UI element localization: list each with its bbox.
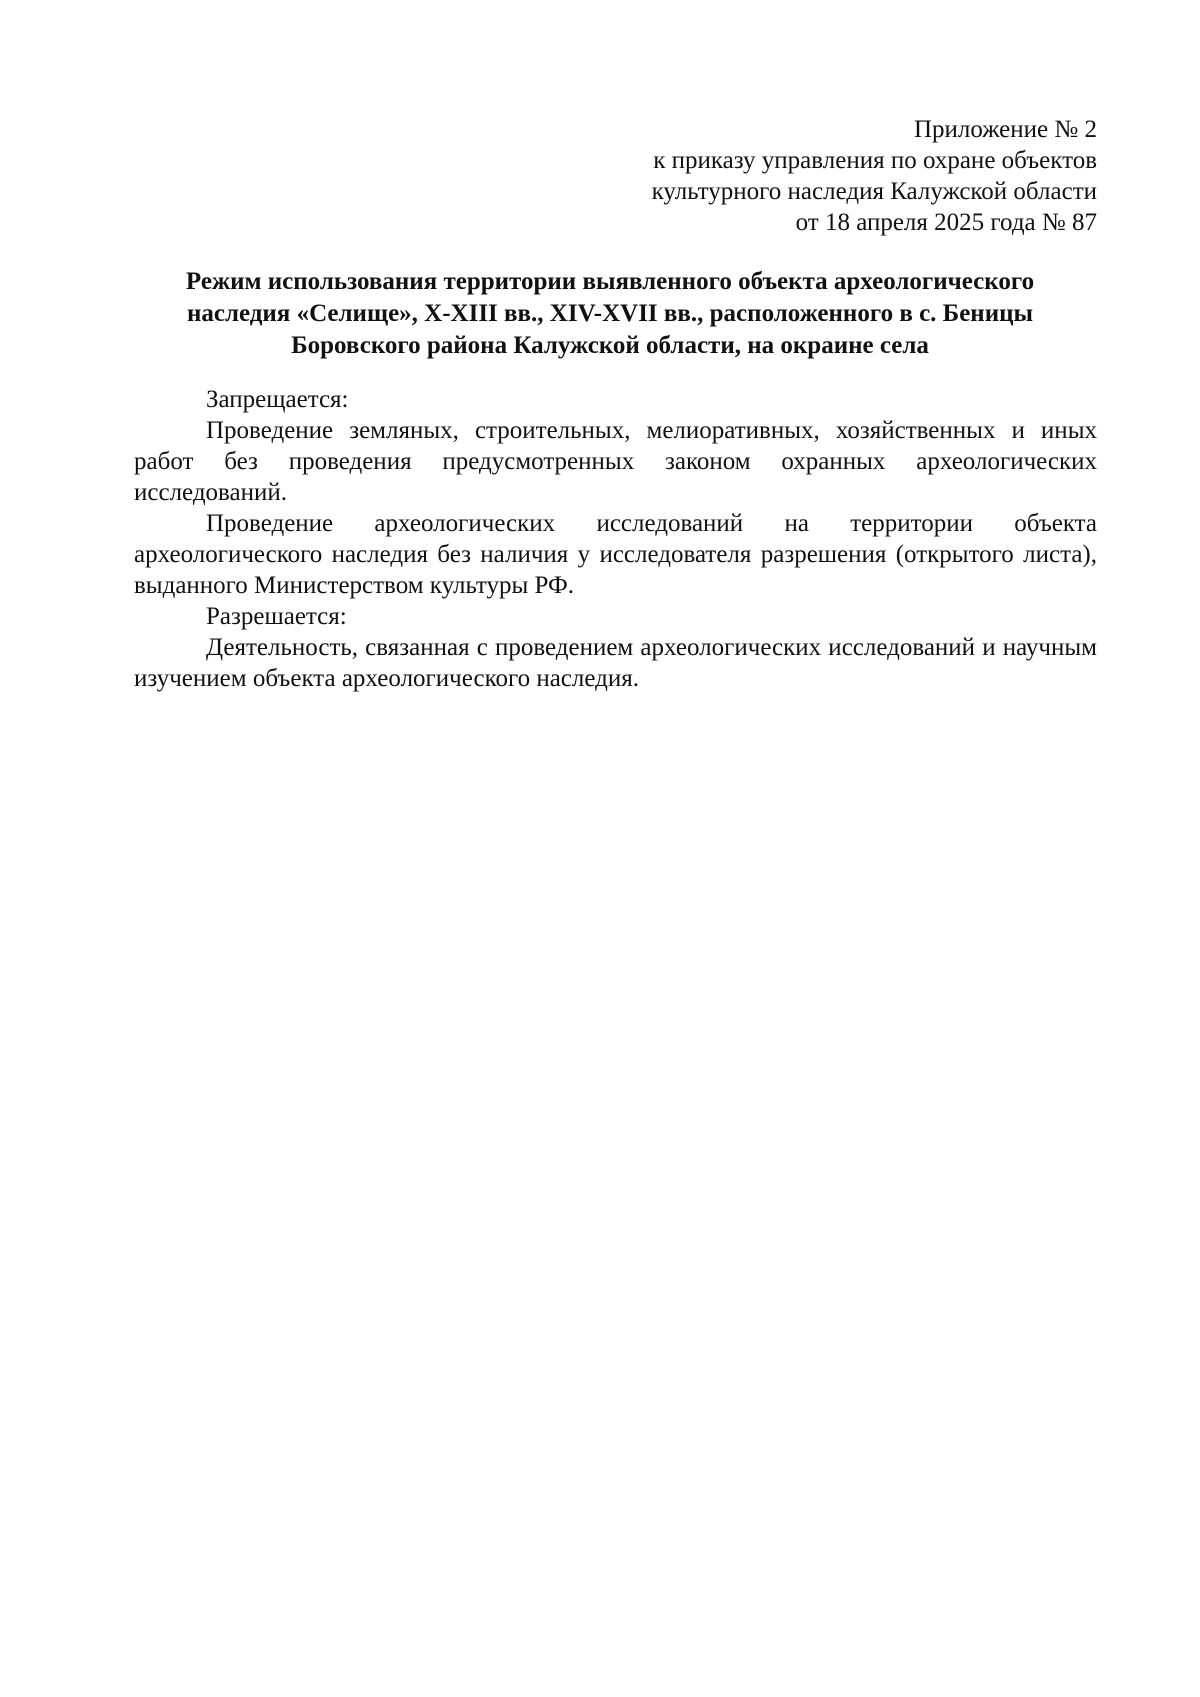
title-line-1: Режим использования территории выявленного объекта археологического xyxy=(185,268,1035,295)
prohibited-item-1: Проведение земляных, строительных, мелиоративных, хозяйственных и иных работ без проведения предусмотренных законом охранных археологических исследований. xyxy=(134,417,1097,506)
appendix-header xyxy=(497,114,1097,238)
allowed-heading: Разрешается: xyxy=(206,603,347,630)
appendix-number: Приложение № 2 xyxy=(913,116,1097,143)
appendix-order-ref: к приказу управления по охране объектов xyxy=(653,147,1097,174)
prohibited-heading: Запрещается: xyxy=(206,386,349,413)
prohibited-item-2: Проведение археологических исследований на территории объекта археологического наследия без наличия у исследователя разрешения (открытого листа), выданного Министерством культуры РФ. xyxy=(134,510,1097,599)
document-title xyxy=(140,266,1080,362)
allowed-item-1: Деятельность, связанная с проведением археологических исследований и научным изучением объекта археологического наследия. xyxy=(134,634,1097,692)
title-line-2: наследия «Селище», X-XIII вв., XIV-XVII вв., расположенного в с. Беницы xyxy=(186,300,1034,327)
title-line-3: Боровского района Калужской области, на окраине села xyxy=(291,332,929,359)
document-body xyxy=(134,384,1097,694)
appendix-date: от 18 апреля 2025 года № 87 xyxy=(795,209,1097,236)
appendix-authority: культурного наследия Калужской области xyxy=(651,178,1097,205)
